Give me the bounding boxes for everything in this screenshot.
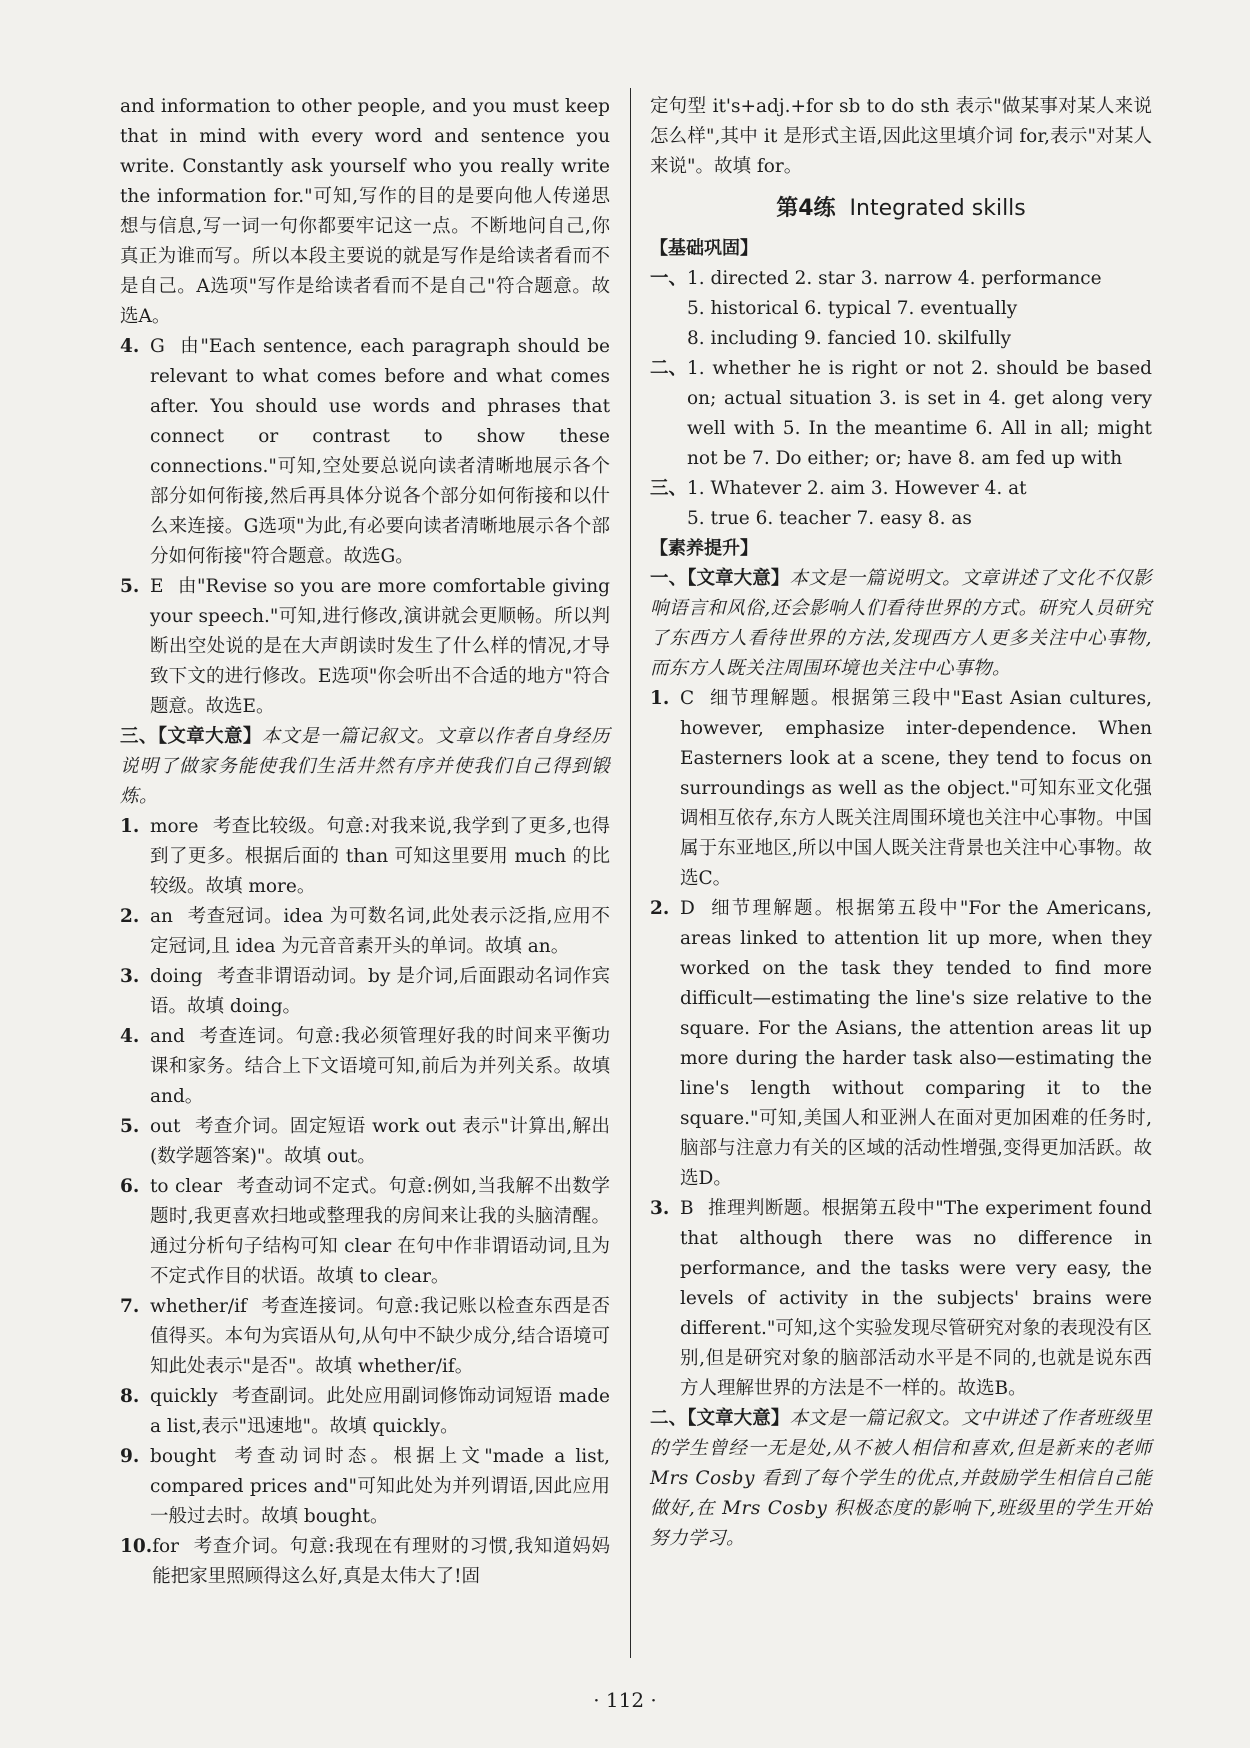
summary-label: 一、【文章大意】 bbox=[650, 568, 790, 589]
item-number: 1. bbox=[120, 816, 140, 837]
reading-1-summary bbox=[650, 564, 1152, 684]
part-label: 三、 bbox=[650, 478, 688, 499]
item-explanation: 考查非谓语动词。by 是介词,后面跟动名词作宾语。故填 doing。 bbox=[150, 966, 610, 1017]
item-explanation: 考查动词不定式。句意:例如,当我解不出数学题时,我更喜欢扫地或整理我的房间来让我的头脑清醒。通过分析句子结构可知 clear 在句中作非谓语动词,且为不定式作目的状语。故填 to clear。 bbox=[150, 1176, 610, 1287]
answer-item-4 bbox=[120, 332, 610, 572]
part-2-answers bbox=[650, 354, 1152, 474]
part-label: 二、 bbox=[650, 358, 688, 379]
item-number: 6. bbox=[120, 1176, 140, 1197]
item-number: 8. bbox=[120, 1386, 140, 1407]
basic-header: 【基础巩固】 bbox=[650, 238, 758, 259]
summary-text: 本文是一篇记叙文。文中讲述了作者班级里的学生曾经一无是处,从不被人相信和喜欢,但是新来的老师 Mrs Cosby 看到了每个学生的优点,并鼓励学生相信自己能做好,在 Mrs Cosby 积极态度的影响下,班级里的学生开始努力学习。 bbox=[650, 1408, 1152, 1549]
item-answer: quickly bbox=[150, 1386, 218, 1407]
item-explanation: 推理判断题。根据第五段中"The experiment found that although there was no difference in performance, and the tasks were very easy, the levels of activity in the subjects' brains were different."可知,这个实验发现尽管研究对象的表现没有区别,但是研究对象的脑部活动水平是不同的,也就是说东西方人理解世界的方法是不一样的。故选B。 bbox=[680, 1198, 1152, 1399]
item-explanation: 考查连词。句意:我必须管理好我的时间来平衡功课和家务。结合上下文语境可知,前后为并列关系。故填 and。 bbox=[150, 1026, 610, 1107]
part-3-answers bbox=[650, 474, 1152, 534]
item-explanation: 考查动词时态。根据上文"made a list, compared prices and"可知此处为并列谓语,因此应用一般过去时。故填 bought。 bbox=[150, 1446, 610, 1527]
answer-line: 1. Whatever 2. aim 3. However 4. at bbox=[687, 478, 1027, 499]
item-explanation: 考查副词。此处应用副词修饰动词短语 made a list,表示"迅速地"。故填 quickly。 bbox=[150, 1386, 610, 1437]
item-answer: G bbox=[150, 336, 165, 357]
item-explanation: 考查冠词。idea 为可数名词,此处表示泛指,应用不定冠词,且 idea 为元音音素开头的单词。故填 an。 bbox=[150, 906, 610, 957]
item-answer: more bbox=[150, 816, 199, 837]
summary-label: 二、【文章大意】 bbox=[650, 1408, 790, 1429]
item-answer: B bbox=[680, 1198, 694, 1219]
part-label: 一、 bbox=[650, 268, 688, 289]
answer-item bbox=[120, 1112, 610, 1172]
answer-line: 5. true 6. teacher 7. easy 8. as bbox=[687, 508, 972, 529]
item-answer: an bbox=[150, 906, 173, 927]
answer-line: 1. whether he is right or not 2. should be based on; actual situation 3. is set in 4. get along very well with 5. In the meantime 6. All in all; might not be 7. Do either; or; have 8. am fed up with bbox=[687, 358, 1152, 469]
item-number: 2. bbox=[650, 898, 670, 919]
item-number: 2. bbox=[120, 906, 140, 927]
item-number: 10. bbox=[120, 1536, 153, 1557]
item-number: 4. bbox=[120, 336, 140, 357]
item-explanation: 细节理解题。根据第五段中"For the Americans, areas linked to attention lit up more, when they worked on the task they tended to find more difficult—estimating the line's size relative to the square. For the Asians, the attention areas lit up more during the harder task also—estimating the line's length without comparing it to the square."可知,美国人和亚洲人在面对更加困难的任务时,脑部与注意力有关的区域的活动性增强,变得更加活跃。故选D。 bbox=[680, 898, 1152, 1189]
item-answer: C bbox=[680, 688, 695, 709]
left-question-list bbox=[120, 812, 610, 1592]
right-question-list bbox=[650, 684, 1152, 1404]
column-divider bbox=[630, 88, 631, 1658]
answer-item bbox=[120, 902, 610, 962]
answer-line: 1. directed 2. star 3. narrow 4. performance bbox=[687, 268, 1102, 289]
item-explanation: 细节理解题。根据第三段中"East Asian cultures, however, emphasize inter-dependence. When Easterners look at a scene, they tend to focus on surroundings as well as the object."可知东亚文化强调相互依存,东方人既关注周围环境也关注中心事物。中国属于东亚地区,所以中国人既关注背景也关注中心事物。故选C。 bbox=[680, 688, 1152, 889]
item-explanation: 由"Revise so you are more comfortable giving your speech."可知,进行修改,演讲就会更顺畅。所以判断出空处说的是在大声朗读时发生了什么样的情况,才导致下文的进行修改。E选项"你会听出不合适的地方"符合题意。故选E。 bbox=[150, 576, 610, 717]
answer-item bbox=[120, 812, 610, 902]
item-answer: E bbox=[150, 576, 164, 597]
section-title bbox=[650, 194, 1152, 224]
answer-item bbox=[120, 1382, 610, 1442]
right-column bbox=[650, 92, 1152, 1554]
answer-item bbox=[120, 1532, 610, 1592]
item-answer: to clear bbox=[150, 1176, 223, 1197]
summary-text: 本文是一篇说明文。文章讲述了文化不仅影响语言和风俗,还会影响人们看待世界的方式。研究人员研究了东西方人看待世界的方法,发现西方人更多关注中心事物,而东方人既关注周围环境也关注中心事物。 bbox=[650, 568, 1152, 679]
item-explanation: 考查介词。句意:我现在有理财的习惯,我知道妈妈能把家里照顾得这么好,真是太伟大了!固 bbox=[152, 1536, 610, 1587]
summary-label: 三、【文章大意】 bbox=[120, 726, 262, 747]
item-number: 5. bbox=[120, 1116, 140, 1137]
answer-line: 8. including 9. fancied 10. skilfully bbox=[687, 328, 1012, 349]
item-answer: whether/if bbox=[150, 1296, 247, 1317]
item-explanation: 考查连接词。句意:我记账以检查东西是否值得买。本句为宾语从句,从句中不缺少成分,结合语境可知此处表示"是否"。故填 whether/if。 bbox=[150, 1296, 610, 1377]
answer-line: 5. historical 6. typical 7. eventually bbox=[687, 298, 1018, 319]
answer-item bbox=[120, 1442, 610, 1532]
answer-item bbox=[650, 894, 1152, 1194]
answer-item bbox=[120, 1292, 610, 1382]
continued-text: 定句型 it's+adj.+for sb to do sth 表示"做某事对某人来说怎么样",其中 it 是形式主语,因此这里填介词 for,表示"对某人来说"。故填 for。 bbox=[650, 96, 1152, 177]
item-number: 5. bbox=[120, 576, 140, 597]
answer-item bbox=[650, 684, 1152, 894]
advanced-header: 【素养提升】 bbox=[650, 538, 758, 559]
page-number: · 112 · bbox=[593, 1688, 657, 1712]
answer-item bbox=[120, 962, 610, 1022]
answer-item bbox=[120, 1022, 610, 1112]
item-number: 3. bbox=[650, 1198, 670, 1219]
section-title-cn: 第4练 bbox=[776, 196, 836, 221]
item-answer: out bbox=[150, 1116, 181, 1137]
part-1-answers bbox=[650, 264, 1152, 354]
section-3-summary bbox=[120, 722, 610, 812]
item-answer: D bbox=[680, 898, 695, 919]
left-column bbox=[120, 92, 610, 1592]
item-number: 1. bbox=[650, 688, 670, 709]
item-number: 4. bbox=[120, 1026, 140, 1047]
answer-item bbox=[650, 1194, 1152, 1404]
answer-item bbox=[120, 1172, 610, 1292]
reading-2-summary bbox=[650, 1404, 1152, 1554]
item-explanation: 考查介词。固定短语 work out 表示"计算出,解出(数学题答案)"。故填 out。 bbox=[150, 1116, 610, 1167]
summary-text: 本文是一篇记叙文。文章以作者自身经历说明了做家务能使我们生活井然有序并使我们自己得到锻炼。 bbox=[120, 726, 610, 807]
item-answer: and bbox=[150, 1026, 185, 1047]
item-explanation: 由"Each sentence, each paragraph should be relevant to what comes before and what comes after. You should use words and phrases that connect or contrast to show these connections."可知,空处要总说向读者清晰地展示各个部分如何衔接,然后再具体分说各个部分如何衔接和以什么来连接。G选项"为此,有必要向读者清晰地展示各个部分如何衔接"符合题意。故选G。 bbox=[150, 336, 610, 567]
item-number: 7. bbox=[120, 1296, 140, 1317]
item-answer: bought bbox=[150, 1446, 217, 1467]
item-number: 3. bbox=[120, 966, 140, 987]
item-answer: for bbox=[152, 1536, 180, 1557]
item-explanation: 考查比较级。句意:对我来说,我学到了更多,也得到了更多。根据后面的 than 可知这里要用 much 的比较级。故填 more。 bbox=[150, 816, 610, 897]
intro-paragraph: and information to other people, and you must keep that in mind with every word and sentence you write. Constantly ask yourself who you really write the information for."可知,写作的目的是要向他人传递思想与信息,写一词一句你都要牢记这一点。不断地问自己,你真正为谁而写。所以本段主要说的就是写作是给读者看而不是自己。A选项"写作是给读者看而不是自己"符合题意。故选A。 bbox=[120, 96, 610, 327]
answer-item-5 bbox=[120, 572, 610, 722]
item-number: 9. bbox=[120, 1446, 140, 1467]
item-answer: doing bbox=[150, 966, 203, 987]
section-title-en: Integrated skills bbox=[849, 196, 1026, 221]
